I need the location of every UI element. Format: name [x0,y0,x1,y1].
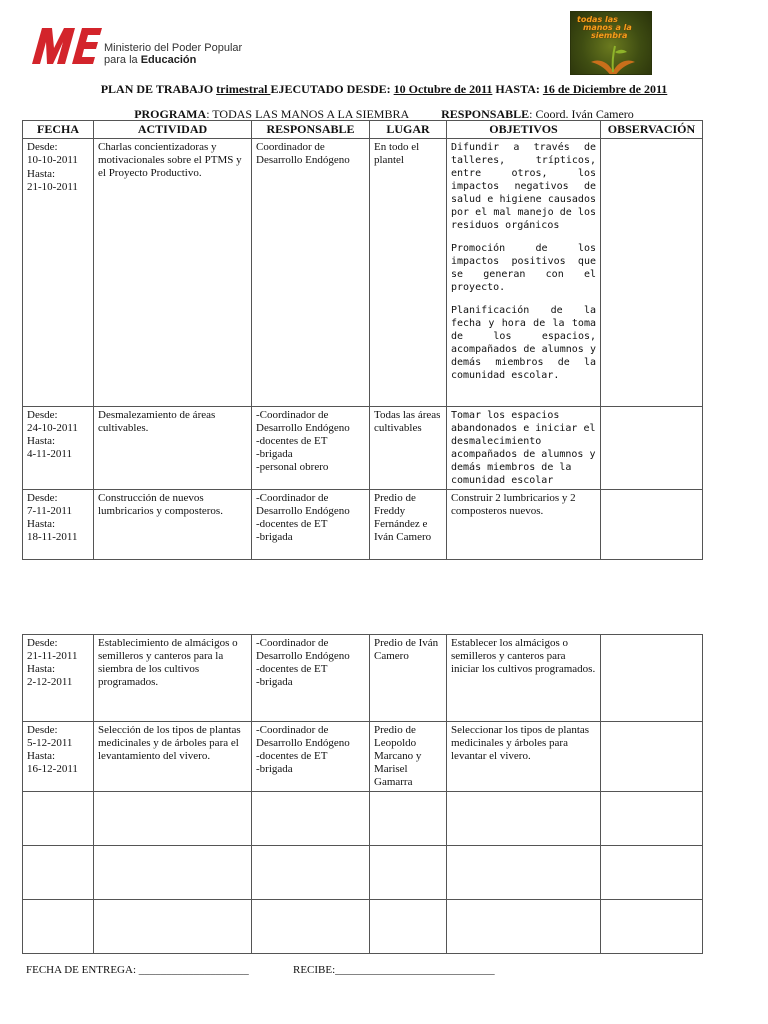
fecha-cell: Desde: 24-10-2011 Hasta: 4-11-2011 [23,407,94,490]
objetivos-cell: Seleccionar los tipos de plantas medicinales y árboles para levantar el vivero. [447,722,601,792]
table-row [23,490,703,560]
fecha-cell: Desde: 7-11-2011 Hasta: 18-11-2011 [23,490,94,560]
lugar-cell: Predio de Freddy Fernández e Iván Camero [370,490,447,560]
empty-cell [94,900,252,954]
empty-cell [370,846,447,900]
empty-cell [23,792,94,846]
responsable-cell: -Coordinador de Desarrollo Endógeno -docentes de ET -brigada [252,635,370,722]
badge-text: todas las manos a la siembra [577,15,632,40]
responsable-cell: Coordinador de Desarrollo Endógeno [252,139,370,407]
ministry-line-2: para la Educación [104,54,197,66]
program-heading: PROGRAMA: TODAS LAS MANOS A LA SIEMBRA RESPONSABLE: Coord. Iván Camero [134,107,634,121]
table-row [23,722,703,792]
column-header: FECHA [23,121,94,139]
ministry-line-1: Ministerio del Poder Popular [104,42,243,54]
fecha-cell: Desde: 5-12-2011 Hasta: 16-12-2011 [23,722,94,792]
empty-cell [94,846,252,900]
lugar-cell: Todas las áreas cultivables [370,407,447,490]
empty-cell [23,900,94,954]
actividad-cell: Charlas concientizadoras y motivacionales sobre el PTMS y el Proyecto Productivo. [94,139,252,407]
column-header: LUGAR [370,121,447,139]
empty-cell [447,792,601,846]
me-logo-icon [28,22,102,68]
empty-row [23,900,703,954]
delivery-date-field: FECHA DE ENTREGA: ____________________ [26,964,249,976]
work-plan-table [22,120,703,560]
observacion-cell [601,635,703,722]
empty-cell [370,900,447,954]
table-row [23,635,703,722]
actividad-cell: Establecimiento de almácigos o semilleros y canteros para la siembra de los cultivos programados. [94,635,252,722]
work-plan-table-continued [22,634,703,954]
responsable-cell: -Coordinador de Desarrollo Endógeno -docentes de ET -brigada [252,490,370,560]
empty-cell [601,846,703,900]
observacion-cell [601,139,703,407]
empty-cell [23,846,94,900]
fecha-cell: Desde: 21-11-2011 Hasta: 2-12-2011 [23,635,94,722]
empty-cell [447,900,601,954]
empty-cell [252,900,370,954]
empty-cell [370,792,447,846]
empty-cell [447,846,601,900]
objetivos-cell: Establecer los almácigos o semilleros y canteros para iniciar los cultivos programados. [447,635,601,722]
lugar-cell: Predio de Iván Camero [370,635,447,722]
column-header: RESPONSABLE [252,121,370,139]
empty-row [23,846,703,900]
table-row [23,407,703,490]
actividad-cell: Construcción de nuevos lumbricarios y composteros. [94,490,252,560]
lugar-cell: Predio de Leopoldo Marcano y Marisel Gamarra [370,722,447,792]
observacion-cell [601,407,703,490]
fecha-cell: Desde: 10-10-2011 Hasta: 21-10-2011 [23,139,94,407]
actividad-cell: Selección de los tipos de plantas medicinales y de árboles para el levantamiento del vivero. [94,722,252,792]
empty-cell [252,846,370,900]
responsable-cell: -Coordinador de Desarrollo Endógeno -docentes de ET -brigada [252,722,370,792]
empty-cell [601,792,703,846]
actividad-cell: Desmalezamiento de áreas cultivables. [94,407,252,490]
empty-row [23,792,703,846]
table-header-row [23,121,703,139]
empty-cell [94,792,252,846]
objetivos-cell: Difundir a través de talleres, trípticos, entre otros, los impactos negativos de salud e higiene causados por el mal manejo de los residuos orgánicos Promoción de los impactos positivos que se generan con el proyecto. Planificación de la fecha y hora de la toma de los espacios, acompañados de alumnos y demás miembros de la comunidad escolar. [447,139,601,407]
objetivos-cell: Construir 2 lumbricarios y 2 composteros nuevos. [447,490,601,560]
ministry-name [104,42,242,66]
empty-cell [601,900,703,954]
program-badge [570,11,652,75]
observacion-cell [601,490,703,560]
objetivos-cell: Tomar los espacios abandonados e iniciar el desmalecimiento acompañados de alumnos y demás miembros de la comunidad escolar [447,407,601,490]
received-by-field: RECIBE:_____________________________ [293,964,495,976]
column-header: OBJETIVOS [447,121,601,139]
column-header: ACTIVIDAD [94,121,252,139]
hands-plant-icon [589,42,637,75]
lugar-cell: En todo el plantel [370,139,447,407]
observacion-cell [601,722,703,792]
ministry-logo [28,22,243,72]
responsable-cell: -Coordinador de Desarrollo Endógeno -docentes de ET -brigada -personal obrero [252,407,370,490]
table-row [23,139,703,407]
empty-cell [252,792,370,846]
column-header: OBSERVACIÓN [601,121,703,139]
plan-heading: PLAN DE TRABAJO trimestral EJECUTADO DESDE: 10 Octubre de 2011 HASTA: 16 de Diciembre de 2011 [100,82,668,96]
